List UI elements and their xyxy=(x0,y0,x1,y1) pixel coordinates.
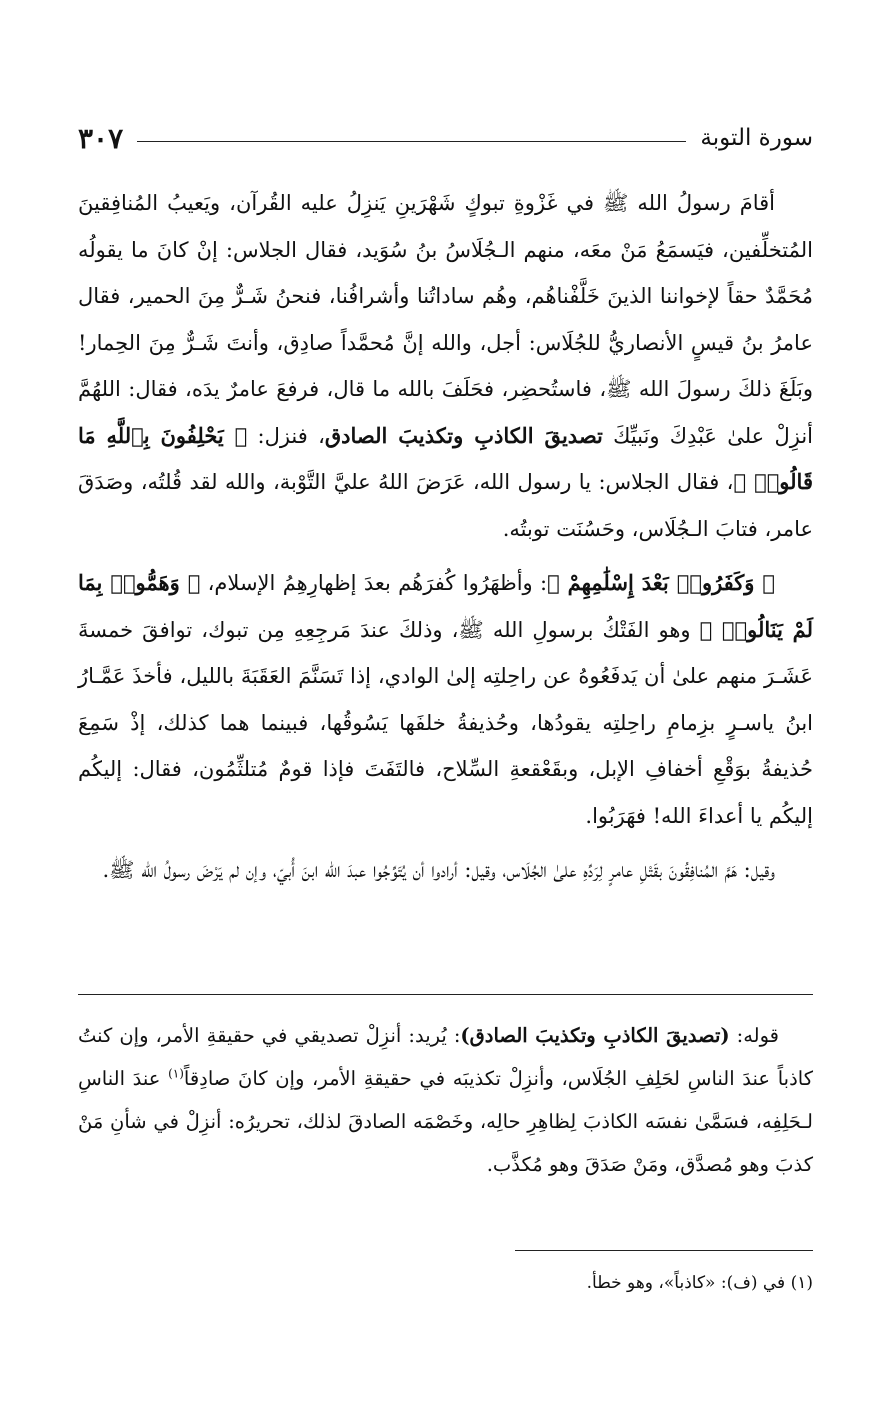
commentary-bold-phrase: (تصديقَ الكاذبِ وتكذيبَ الصادق) xyxy=(460,1024,730,1047)
page-number: ٣٠٧ xyxy=(78,121,124,155)
header-rule xyxy=(137,141,686,142)
commentary xyxy=(78,1014,813,1186)
p2-text-b: وهو الفَتْكُ برسولِ الله ﷺ، وذلكَ عندَ مَرجِعِهِ مِن تبوك، توافقَ خمسةَ عَشَـرَ منهم علىٰ أن يَدفَعُوهُ عن راحِلتِه إلىٰ الوادي، إذا تَسَنَّمَ العَقَبَةَ بالليل، فأخذَ عَمَّـارُ ابنُ ياسـرٍ بزِمامِ راحِلتِه يقودُها، وحُذيفةُ خلفَها يَسُوقُها، فبينما هما كذلك، إذْ سَمِعَ حُذيفةُ بوَقْعِ أخفافِ الإبل، وبقَعْقعةِ السِّلاح، فالتَفَتَ فإذا قومٌ مُتلثِّمُون، فقال: إليكُم إليكُم يا أعداءَ الله! فهَرَبُوا. xyxy=(78,617,813,828)
commentary-paragraph xyxy=(78,1014,813,1186)
commentary-text-c: عندَ الناسِ لـحَلِفِه، فسَمَّىٰ نفسَه الكاذبَ لِظاهِرِ حالِه، وخَصْمَه الصادقَ لذلك، تحريرُه: أنزِلْ في شأنِ مَنْ كذبَ وهو مُصدَّق، ومَنْ صَدَقَ وهو مُكذَّب. xyxy=(78,1067,813,1176)
paragraph-1 xyxy=(78,180,813,552)
commentary-text-b: : يُريد: أنزِلْ تصديقي في حقيقةِ الأمر، وإن كنتُ كاذباً عندَ الناسِ لحَلِفِ الجُلَاس، وأنزِلْ تكذيبَه في حقيقةِ الأمر، وإن كانَ صادِقاً xyxy=(78,1024,813,1090)
section-divider xyxy=(78,994,813,995)
p1-text-a: أقامَ رسولُ الله ﷺ في غَزْوةِ تبوكٍ شَهْرَينِ يَنزِلُ عليه القُرآن، ويَعيبُ المُنافِقينَ المُتخلِّفين، فيَسمَعُ مَنْ معَه، منهم الـجُلَاسُ بنُ سُوَيد، فقال الجلاس: إنْ كانَ ما يقولُه مُحَمَّدٌ حقاً لإخواننا الذينَ خَلَّفْناهُم، وهُم ساداتُنا وأشرافُنا، فنحنُ شَـرٌّ مِنَ الحمير، فقال عامرُ بنُ قيسٍ الأنصاريُّ للجُلَاس: أجل، والله إنَّ مُحمَّداً صادِق، وأنتَ شَـرٌّ مِنَ الحِمار! وبَلَغَ ذلكَ رسولَ الله ﷺ، فاستُحضِر، فحَلَفَ بالله ما قال، فرفعَ عامرٌ يدَه، فقال: اللهُمَّ أنزِلْ علىٰ عَبْدِكَ ونَبيِّكَ xyxy=(78,191,813,448)
paragraph-2 xyxy=(78,560,813,839)
quran-verse-2: ﴿ وَكَفَرُوا۟ بَعْدَ إِسْلَٰمِهِمْ ﴾ xyxy=(547,570,775,595)
p1-bold-phrase: تصديقَ الكاذبِ وتكذيبَ الصادق xyxy=(324,422,603,448)
footnote-ref: (١) xyxy=(168,1066,184,1081)
footnote-divider xyxy=(515,1250,813,1251)
p1-text-b: ، فنزل: xyxy=(247,423,325,448)
paragraph-3: وقيل: هَمَّ المُنافِقُونَ بقَتْلِ عامرٍ لِرَدِّهِ علىٰ الجُلَاس، وقيل: أرادوا أن يُتَوِّجُوا عبدَ الله ابنَ أُبيّ، وإن لم يَرْضَ رسولُ الله ﷺ. xyxy=(102,858,775,882)
p2-text-a: : وأظهَرُوا كُفرَهُم بعدَ إظهارِهِمُ الإسلام، xyxy=(200,571,548,595)
chapter-title: سورة التوبة xyxy=(700,125,813,151)
quran-verse-3: ﴿ وَهَمُّوا۟ بِمَا لَمْ يَنَالُوا۟ ﴾ xyxy=(78,570,814,642)
footnote: (١) في (ف): «كاذباً»، وهو خطأ. xyxy=(586,1273,813,1293)
commentary-text-a: قوله: xyxy=(729,1024,779,1047)
main-text xyxy=(78,180,813,902)
page-header xyxy=(78,118,813,158)
p1-text-c: ، فقال الجلاس: يا رسول الله، عَرَضَ اللهُ عليَّ التَّوْبة، والله لقد قُلتُه، وصَدَقَ عامر، فتابَ الـجُلَاس، وحَسُنَت توبتُه. xyxy=(78,470,813,541)
quran-verse-1: ﴿ يَحْلِفُونَ بِٱللَّهِ مَا قَالُوا۟ ﴾ xyxy=(78,422,813,494)
